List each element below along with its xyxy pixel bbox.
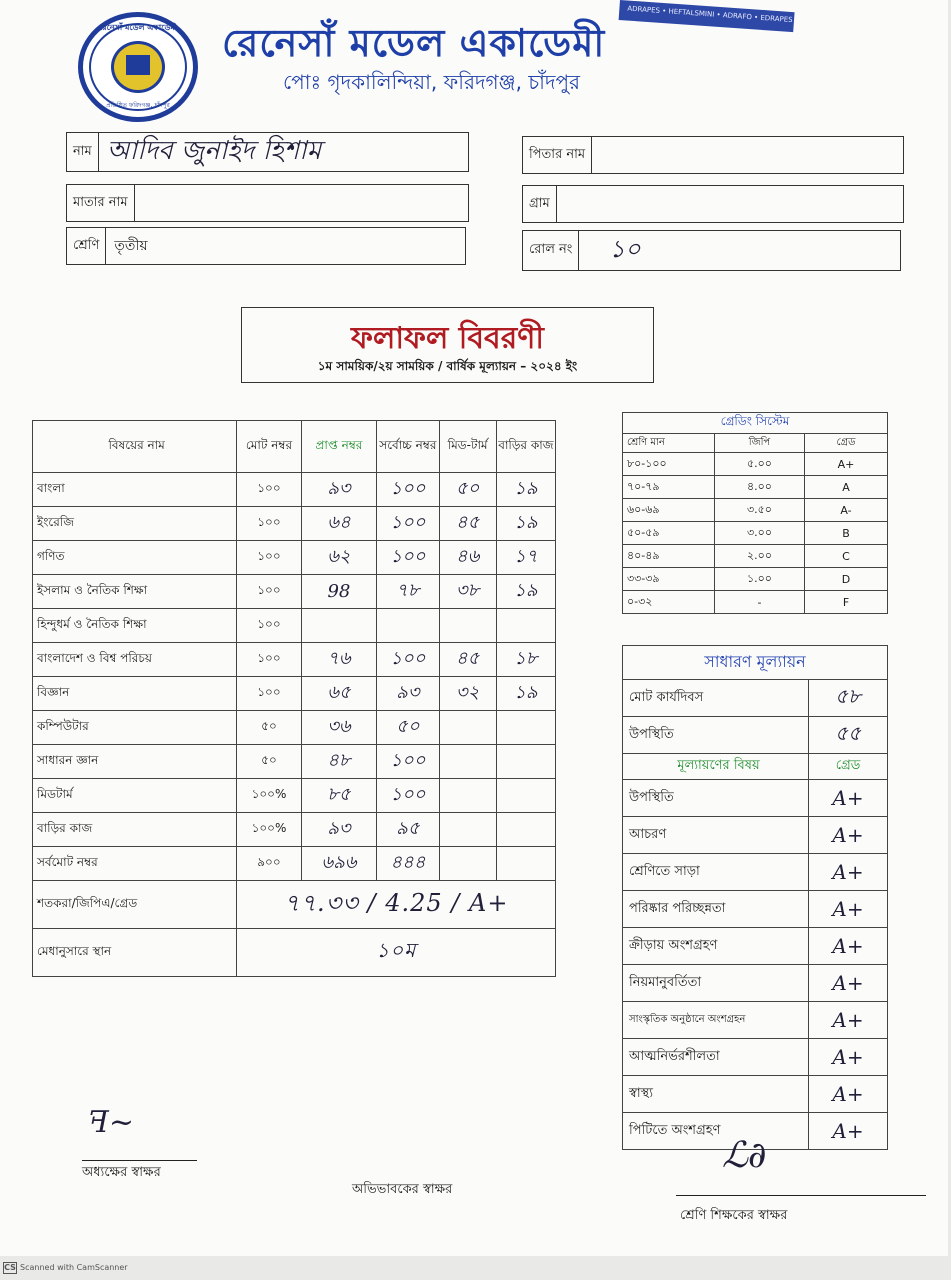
midterm-marks: ৩৮: [439, 575, 496, 609]
marks-row: [33, 507, 556, 541]
result-subheading: ১ম সাময়িক/২য় সাময়িক / বার্ষিক মূল্যায়ন – ২০২৪ ইং: [317, 359, 578, 373]
grading-row: [623, 545, 888, 568]
evaluation-row: [623, 928, 888, 965]
midterm-marks: ৪৫: [439, 507, 496, 541]
grade-letter: A+: [805, 453, 888, 476]
grade-point: ৫.০০: [715, 453, 805, 476]
evaluation-row: [623, 891, 888, 928]
highest-marks: ১০০: [377, 507, 439, 541]
grade-point: ১.০০: [715, 568, 805, 591]
grade-letter: B: [805, 522, 888, 545]
position-row: [33, 929, 556, 977]
highest-marks: [377, 609, 439, 643]
highest-marks: ১০০: [377, 745, 439, 779]
marks-row: [33, 677, 556, 711]
evaluation-item-label: পিটিতে অংশগ্রহণ: [623, 1113, 809, 1150]
evaluation-item-label: আচরণ: [623, 817, 809, 854]
evaluation-item-label: পরিষ্কার পরিচ্ছন্নতা: [623, 891, 809, 928]
subject-name: বাংলা: [33, 473, 237, 507]
evaluation-item-grade: A+: [809, 1002, 888, 1039]
grade-letter: A-: [805, 499, 888, 522]
result-heading: ফলাফল বিবরণী: [351, 321, 544, 356]
evaluation-row: [623, 1039, 888, 1076]
obtained-marks: 98: [301, 575, 377, 609]
evaluation-item-label: স্বাস্থ্য: [623, 1076, 809, 1113]
obtained-marks: [301, 609, 377, 643]
gpa-value: ৭৭.৩৩ / 4.25 / A+: [237, 881, 556, 929]
subject-name: কম্পিউটার: [33, 711, 237, 745]
position-value: ১০ম: [237, 929, 556, 977]
grade-range: ৭০-৭৯: [623, 476, 715, 499]
homework-marks: ১৮: [496, 643, 555, 677]
obtained-marks: ৭৬: [301, 643, 377, 677]
attendance-days-value: ৫৫: [809, 717, 888, 754]
homework-marks: ১৯: [496, 677, 555, 711]
obtained-marks: ৮৫: [301, 779, 377, 813]
grade-letter: D: [805, 568, 888, 591]
subject-name: ইংরেজি: [33, 507, 237, 541]
evaluation-item-grade: A+: [809, 928, 888, 965]
highest-marks: ৪৪৪: [377, 847, 439, 881]
grading-system-table: [622, 412, 888, 614]
grade-letter: F: [805, 591, 888, 614]
grading-row: [623, 453, 888, 476]
midterm-marks: ৪৬: [439, 541, 496, 575]
highest-marks: ৯৩: [377, 677, 439, 711]
grading-title: গ্রেডিং সিস্টেম: [623, 413, 888, 434]
school-address: পোঃ গৃদকালিন্দিয়া, ফরিদগঞ্জ, চাঁদপুর: [283, 70, 581, 94]
grade-point: ২.০০: [715, 545, 805, 568]
evaluation-header-row: মূল্যায়ণের বিষয় গ্রেড: [623, 754, 888, 780]
grading-row: [623, 522, 888, 545]
homework-marks: ১৯: [496, 575, 555, 609]
homework-marks: [496, 779, 555, 813]
homework-marks: [496, 711, 555, 745]
gpa-label: শতকরা/জিপিএ/গ্রেড: [33, 881, 237, 929]
midterm-marks: ৫০: [439, 473, 496, 507]
obtained-marks: ৬৯৬: [301, 847, 377, 881]
evaluation-item-grade: A+: [809, 1076, 888, 1113]
grade-range: ৫০-৫৯: [623, 522, 715, 545]
grade-point: ৩.০০: [715, 522, 805, 545]
total-marks: ৫০: [237, 745, 301, 779]
grade-range: ৩৩-৩৯: [623, 568, 715, 591]
roll-field: রোল নং ১০: [522, 230, 901, 271]
highest-marks: ৫০: [377, 711, 439, 745]
marks-row: [33, 813, 556, 847]
grade-point: ৪.০০: [715, 476, 805, 499]
evaluation-row: [623, 965, 888, 1002]
subject-name: ইসলাম ও নৈতিক শিক্ষা: [33, 575, 237, 609]
midterm-marks: [439, 711, 496, 745]
highest-marks: ১০০: [377, 643, 439, 677]
evaluation-item-grade: A+: [809, 780, 888, 817]
marks-row: [33, 847, 556, 881]
attendance-days-row: উপস্থিতি ৫৫: [623, 717, 888, 754]
marks-row: [33, 745, 556, 779]
name-field: নাম আদিব জুনাইদ হিশাম: [66, 132, 469, 172]
general-evaluation-title: সাধারণ মূল্যায়ন: [623, 646, 888, 680]
gpa-row: [33, 881, 556, 929]
evaluation-item-grade: A+: [809, 1113, 888, 1150]
marks-row: [33, 575, 556, 609]
grade-range: ৪০-৪৯: [623, 545, 715, 568]
grading-header-row: শ্রেণি মান জিপি গ্রেড: [623, 434, 888, 453]
principal-signature-mark: ꟻ~: [88, 1105, 134, 1140]
grading-row: [623, 499, 888, 522]
homework-marks: [496, 745, 555, 779]
highest-marks: ৯৫: [377, 813, 439, 847]
subject-name: বাংলাদেশ ও বিশ্ব পরিচয়: [33, 643, 237, 677]
name-value: আদিব জুনাইদ হিশাম: [106, 136, 322, 166]
village-field: গ্রাম: [522, 185, 904, 223]
grading-row: [623, 568, 888, 591]
total-marks: ১০০: [237, 507, 301, 541]
marks-row: [33, 643, 556, 677]
grade-point: -: [715, 591, 805, 614]
subject-name: সাধারন জ্ঞান: [33, 745, 237, 779]
homework-marks: [496, 813, 555, 847]
midterm-marks: [439, 609, 496, 643]
total-marks: ১০০: [237, 575, 301, 609]
total-marks: ১০০: [237, 541, 301, 575]
evaluation-item-grade: A+: [809, 965, 888, 1002]
father-name-field: পিতার নাম: [522, 136, 904, 174]
school-name: রেনেসাঁ মডেল একাডেমী: [222, 21, 606, 65]
position-label: মেধানুসারে স্থান: [33, 929, 237, 977]
obtained-marks: ৬৫: [301, 677, 377, 711]
evaluation-row: [623, 817, 888, 854]
midterm-marks: ৪৫: [439, 643, 496, 677]
evaluation-item-grade: A+: [809, 854, 888, 891]
evaluation-item-grade: A+: [809, 1039, 888, 1076]
total-marks: ৯০০: [237, 847, 301, 881]
homework-marks: ১৯: [496, 473, 555, 507]
guardian-signature-label: অভিভাবকের স্বাক্ষর: [352, 1182, 453, 1197]
highest-marks: ১০০: [377, 473, 439, 507]
total-marks: ১০০: [237, 643, 301, 677]
evaluation-item-grade: A+: [809, 891, 888, 928]
highest-marks: ১০০: [377, 779, 439, 813]
grade-range: ৬০-৬৯: [623, 499, 715, 522]
grading-row: [623, 476, 888, 499]
highest-marks: ৭৮: [377, 575, 439, 609]
evaluation-item-label: সাংস্কৃতিক অনুষ্ঠানে অংশগ্রহন: [623, 1002, 809, 1039]
marks-row: [33, 473, 556, 507]
total-marks: ১০০%: [237, 813, 301, 847]
homework-marks: [496, 609, 555, 643]
homework-marks: ১৭: [496, 541, 555, 575]
evaluation-item-label: নিয়মানুবর্তিতা: [623, 965, 809, 1002]
total-marks: ১০০: [237, 609, 301, 643]
marks-header-row: বিষয়ের নাম মোট নম্বর প্রাপ্ত নম্বর সর্বোচ্চ নম্বর মিড-টার্ম বাড়ির কাজ: [33, 421, 556, 473]
evaluation-item-label: আত্মনির্ভরশীলতা: [623, 1039, 809, 1076]
scanned-book-edge: ADRAPES • HEFTALSMINI • ADRAFO • EDRAPES: [619, 0, 795, 32]
subject-name: মিডটার্ম: [33, 779, 237, 813]
midterm-marks: ৩২: [439, 677, 496, 711]
obtained-marks: ৩৬: [301, 711, 377, 745]
highest-marks: ১০০: [377, 541, 439, 575]
class-field: শ্রেণি তৃতীয়: [66, 227, 466, 265]
principal-signature-line: [82, 1160, 197, 1161]
grade-range: ৮০-১০০: [623, 453, 715, 476]
school-logo: রেনেসাঁ মডেল একাডেমী প্রতিষ্ঠিত ফরিদগঞ্জ, চাঁদপুর: [78, 12, 198, 122]
total-marks: ৫০: [237, 711, 301, 745]
grade-letter: C: [805, 545, 888, 568]
evaluation-row: [623, 854, 888, 891]
obtained-marks: ৬৪: [301, 507, 377, 541]
total-marks: ১০০: [237, 677, 301, 711]
grade-range: ০-৩২: [623, 591, 715, 614]
midterm-marks: [439, 847, 496, 881]
working-days-row: মোট কার্যদিবস ৫৮: [623, 680, 888, 717]
evaluation-row: [623, 1002, 888, 1039]
marks-row: [33, 711, 556, 745]
subject-name: সর্বমোট নম্বর: [33, 847, 237, 881]
evaluation-item-label: উপস্থিতি: [623, 780, 809, 817]
subject-name: গণিত: [33, 541, 237, 575]
teacher-signature-label: শ্রেণি শিক্ষকের স্বাক্ষর: [680, 1208, 788, 1223]
evaluation-item-grade: A+: [809, 817, 888, 854]
obtained-marks: ৬২: [301, 541, 377, 575]
result-title-box: [241, 307, 654, 383]
evaluation-row: [623, 1076, 888, 1113]
teacher-signature-line: [676, 1195, 926, 1196]
evaluation-item-label: শ্রেণিতে সাড়া: [623, 854, 809, 891]
midterm-marks: [439, 813, 496, 847]
subject-name: হিন্দুধর্ম ও নৈতিক শিক্ষা: [33, 609, 237, 643]
obtained-marks: ৯৩: [301, 813, 377, 847]
total-marks: ১০০%: [237, 779, 301, 813]
teacher-signature-mark: ℒ∂: [722, 1135, 767, 1176]
grading-row: [623, 591, 888, 614]
obtained-marks: ৯৩: [301, 473, 377, 507]
working-days-value: ৫৮: [809, 680, 888, 717]
marks-row: [33, 779, 556, 813]
grade-point: ৩.৫০: [715, 499, 805, 522]
subject-name: বাড়ির কাজ: [33, 813, 237, 847]
obtained-marks: ৪৮: [301, 745, 377, 779]
general-evaluation-table: [622, 645, 888, 1150]
midterm-marks: [439, 779, 496, 813]
evaluation-row: [623, 780, 888, 817]
marks-table: [32, 420, 556, 977]
roll-value: ১০: [609, 234, 641, 263]
scanner-watermark: CS Scanned with CamScanner: [4, 1263, 128, 1272]
evaluation-item-label: ক্রীড়ায় অংশগ্রহণ: [623, 928, 809, 965]
homework-marks: ১৯: [496, 507, 555, 541]
homework-marks: [496, 847, 555, 881]
marks-row: [33, 609, 556, 643]
subject-name: বিজ্ঞান: [33, 677, 237, 711]
mother-name-field: মাতার নাম: [66, 184, 469, 222]
marks-row: [33, 541, 556, 575]
midterm-marks: [439, 745, 496, 779]
principal-signature-label: অধ্যক্ষের স্বাক্ষর: [82, 1165, 161, 1180]
total-marks: ১০০: [237, 473, 301, 507]
grade-letter: A: [805, 476, 888, 499]
